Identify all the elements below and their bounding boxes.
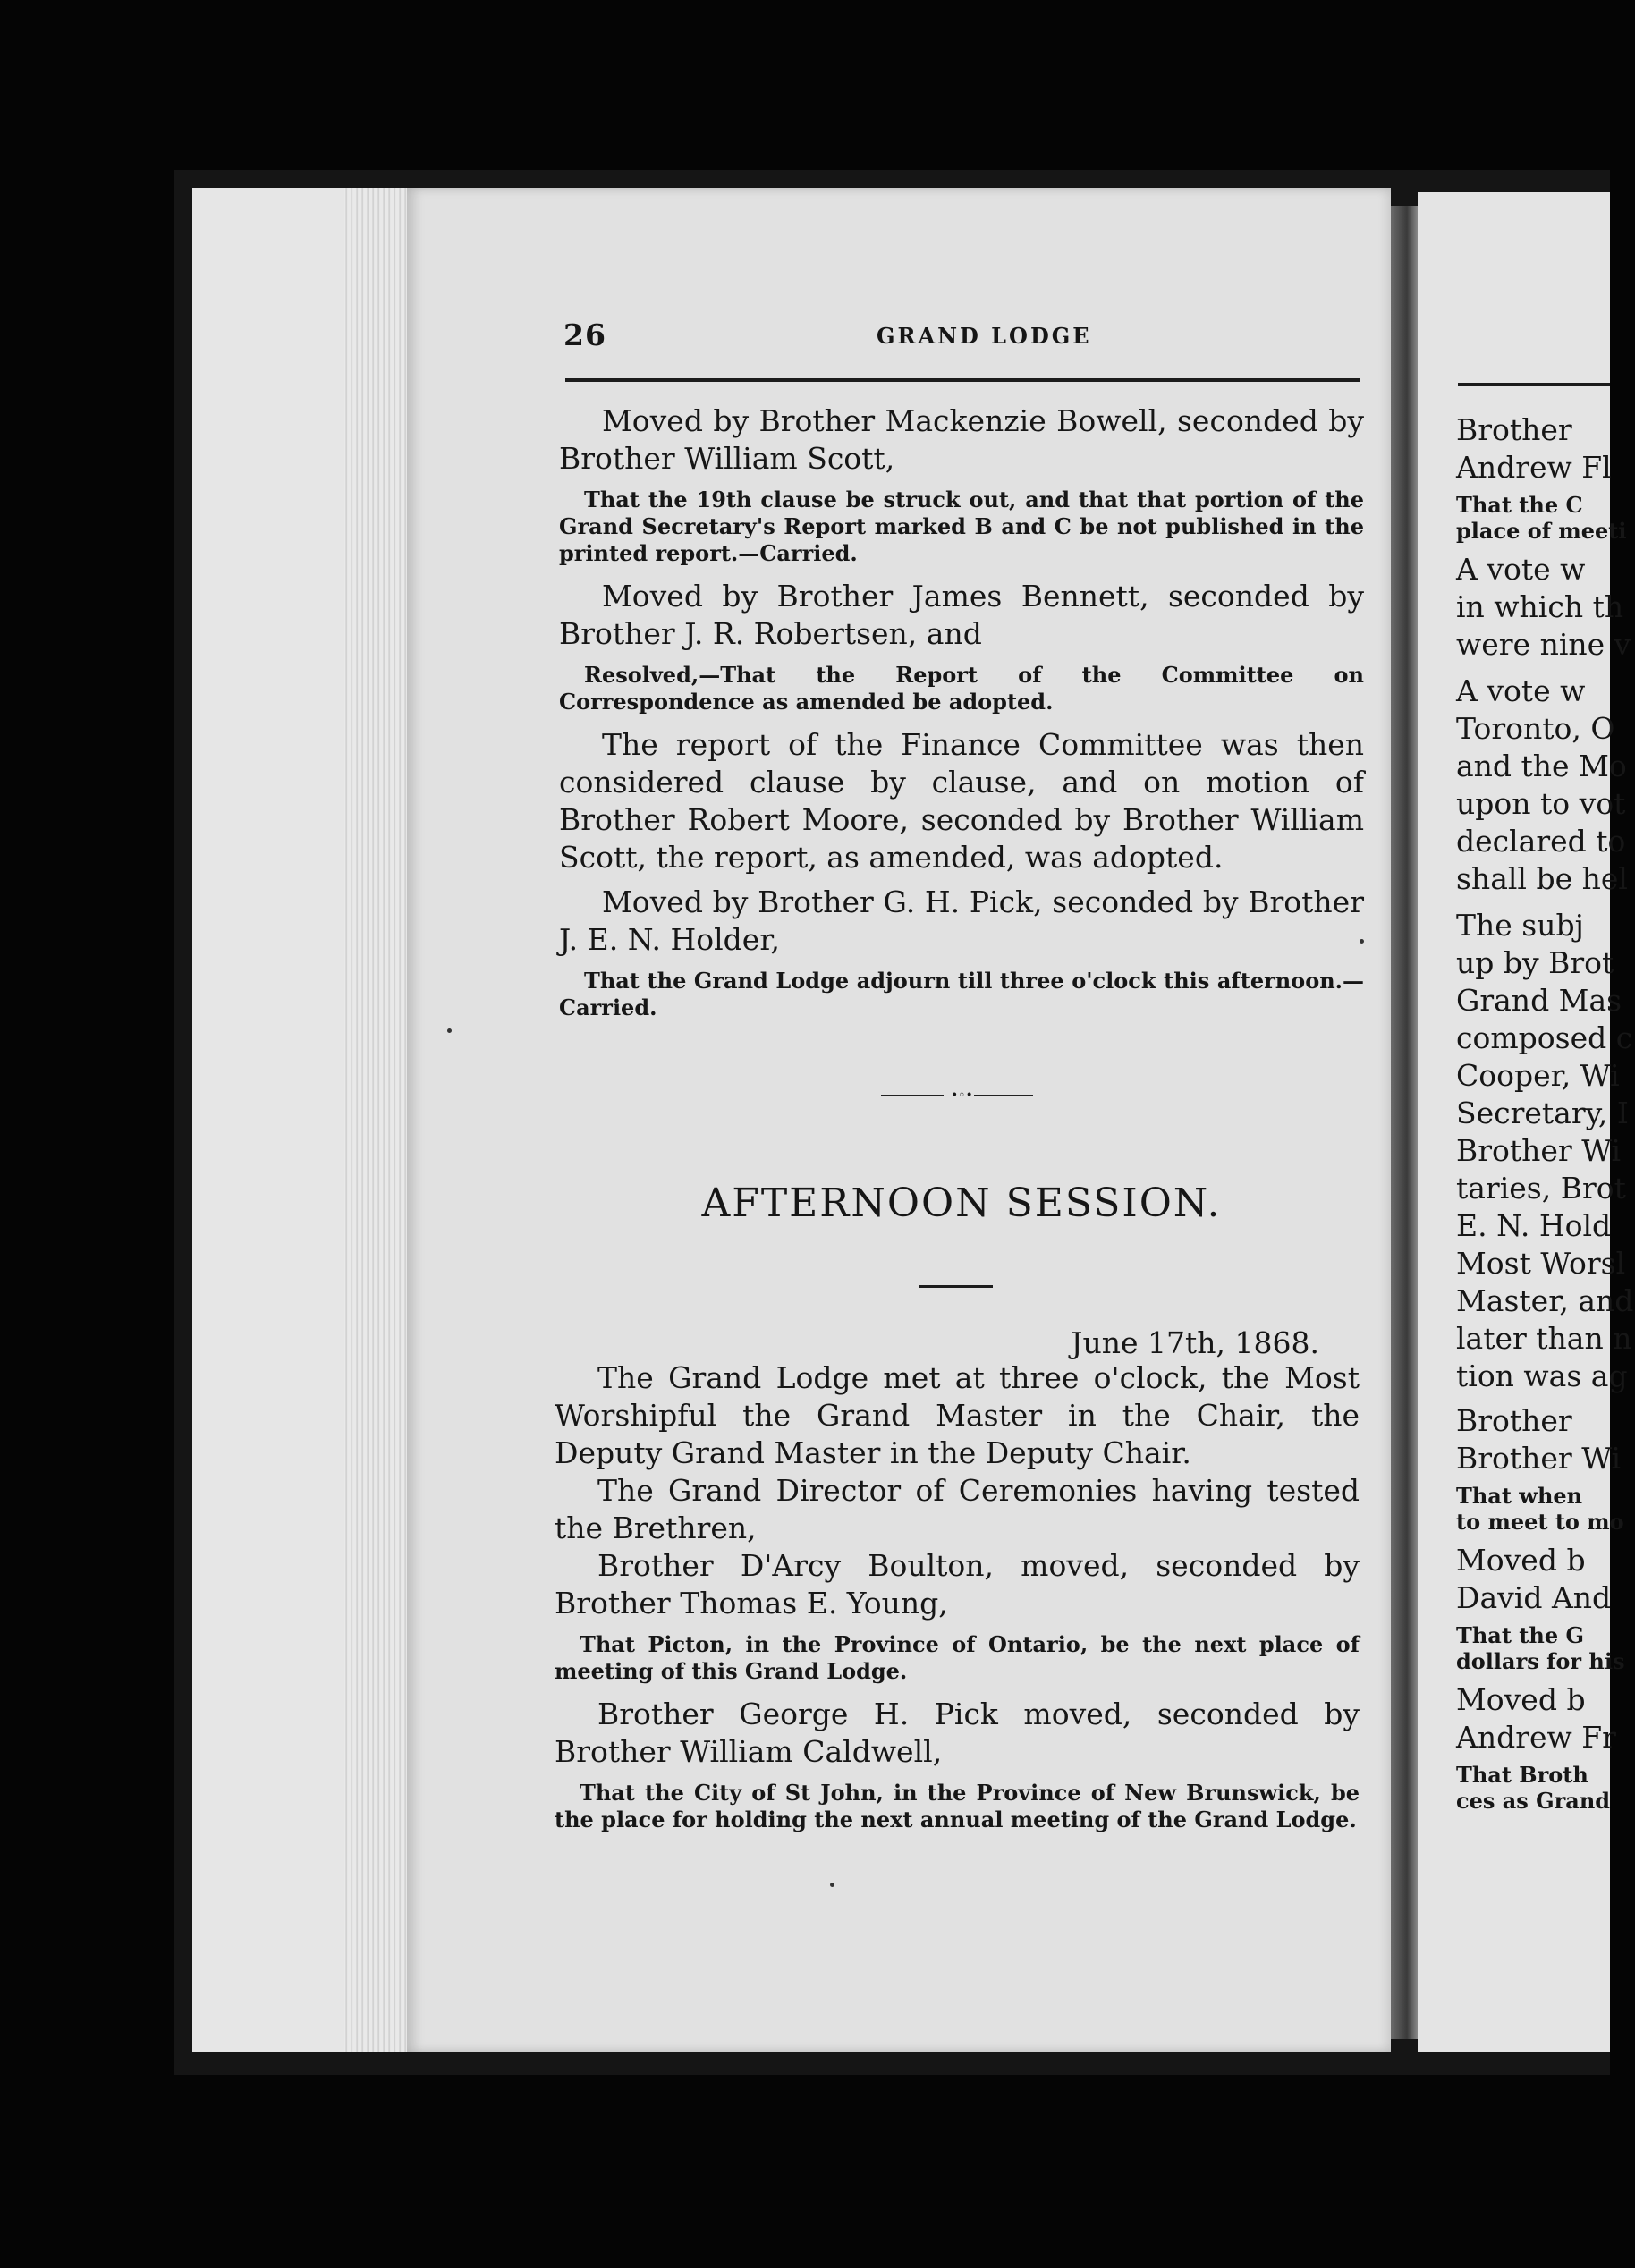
print-speck: [447, 1028, 452, 1033]
resolution-19th-clause: That the 19th clause be struck out, and that that portion of the Grand Secretary's Report marked B and C be not published in the printed report.—Carried.: [559, 487, 1364, 566]
section-ornament: •◦•: [881, 1091, 1033, 1100]
print-speck: [1360, 939, 1364, 944]
facing-group-f: [1456, 1542, 1635, 1617]
facing-line: composed c: [1456, 1020, 1633, 1055]
facing-group-c: [1456, 673, 1635, 898]
facing-line: taries, Brot: [1456, 1171, 1626, 1206]
facing-line: Brother: [1456, 412, 1572, 447]
facing-line: Toronto, O: [1456, 711, 1615, 746]
book-gutter: [1391, 206, 1418, 2039]
facing-line: Moved b: [1456, 1543, 1586, 1578]
facing-line: Andrew Fr: [1456, 1720, 1616, 1755]
header-rule: [565, 378, 1360, 382]
motion-pick: Moved by Brother G. H. Pick, seconded by Brother J. E. N. Holder,: [559, 884, 1364, 957]
facing-small-g: [1456, 1762, 1635, 1814]
facing-line: Moved b: [1456, 1682, 1586, 1717]
facing-header-rule: [1458, 383, 1610, 386]
facing-line: tion was ag: [1456, 1358, 1628, 1393]
facing-line: and the Mo: [1456, 749, 1627, 783]
facing-line: were nine v: [1456, 627, 1631, 662]
resolution-st-john: That the City of St John, in the Province of New Brunswick, be the place for holding the next annual meeting of the Grand Lodge.: [555, 1780, 1360, 1832]
facing-small-line: That the C: [1456, 492, 1583, 518]
resolution-adjourn: That the Grand Lodge adjourn till three o'clock this afternoon.—Carried.: [559, 968, 1364, 1020]
facing-group-e: [1456, 1402, 1635, 1477]
facing-small-e: [1456, 1483, 1635, 1535]
motion-pick-caldwell: Brother George H. Pick moved, seconded by Brother William Caldwell,: [555, 1697, 1360, 1769]
facing-line: Master, and: [1456, 1283, 1634, 1318]
facing-line: Cooper, Wi: [1456, 1058, 1620, 1093]
facing-line: in which th: [1456, 589, 1624, 624]
facing-small-line: That when: [1456, 1483, 1583, 1509]
facing-small-line: to meet to mo: [1456, 1509, 1624, 1535]
facing-group-d: [1456, 907, 1635, 1395]
facing-line: shall be hel: [1456, 861, 1628, 896]
motion-boulton: Brother D'Arcy Boulton, moved, seconded by Brother Thomas E. Young,: [555, 1548, 1360, 1621]
facing-line: declared to: [1456, 824, 1626, 859]
facing-group-b: [1456, 551, 1635, 664]
facing-page-text: [1456, 411, 1635, 1821]
facing-small-a: [1456, 492, 1635, 544]
left-margin: [192, 188, 344, 2052]
facing-line: later than n: [1456, 1321, 1632, 1356]
resolution-correspondence: Resolved,—That the Report of the Committee on Correspondence as amended be adopted.: [559, 662, 1364, 715]
meeting-opened: The Grand Lodge met at three o'clock, the Most Worshipful the Grand Master in the Chair, the Deputy Grand Master in the Deputy Chair.: [555, 1360, 1360, 1470]
facing-small-line: That the G: [1456, 1622, 1584, 1648]
motion-bowell: Moved by Brother Mackenzie Bowell, seconded by Brother William Scott,: [559, 403, 1364, 476]
facing-small-line: That Broth: [1456, 1762, 1588, 1788]
page-number: 26: [563, 317, 606, 352]
facing-line: E. N. Hold: [1456, 1208, 1612, 1243]
facing-line: Grand Mas: [1456, 983, 1622, 1018]
title-rule: [919, 1285, 993, 1288]
facing-line: Brother: [1456, 1403, 1572, 1438]
print-speck: [830, 1883, 834, 1887]
facing-line: Andrew Fl: [1456, 450, 1612, 485]
facing-group-g: [1456, 1681, 1635, 1756]
running-head: [563, 317, 1333, 357]
facing-line: Brother Wi: [1456, 1133, 1622, 1168]
resolution-picton: That Picton, in the Province of Ontario, be the next place of meeting of this Grand Lodge.: [555, 1631, 1360, 1684]
morning-minutes: [559, 402, 1364, 1032]
facing-line: The subj: [1456, 908, 1584, 943]
facing-small-line: place of meeti: [1456, 518, 1627, 544]
facing-line: up by Brot: [1456, 945, 1614, 980]
facing-line: Secretary, I: [1456, 1096, 1629, 1130]
motion-bennett: Moved by Brother James Bennett, seconded by Brother J. R. Robertsen, and: [559, 579, 1364, 651]
facing-small-line: dollars for his: [1456, 1648, 1625, 1674]
facing-small-line: ces as Grand: [1456, 1788, 1611, 1814]
session-date: June 17th, 1868.: [1071, 1325, 1319, 1360]
facing-line: upon to vot: [1456, 786, 1626, 821]
running-title: GRAND LODGE: [877, 323, 1092, 349]
facing-line: A vote w: [1456, 552, 1586, 587]
facing-small-f: [1456, 1622, 1635, 1674]
facing-line: Brother Wi: [1456, 1441, 1622, 1476]
finance-report-paragraph: The report of the Finance Committee was then considered clause by clause, and on motion of Brother Robert Moore, seconded by Brother William Scott, the report, as amended, was adopted.: [559, 727, 1364, 875]
facing-line: Most Worsl: [1456, 1246, 1626, 1281]
facing-group-a: [1456, 411, 1635, 487]
brethren-tested: The Grand Director of Ceremonies having tested the Brethren,: [555, 1473, 1360, 1545]
session-title: AFTERNOON SESSION.: [701, 1181, 1222, 1226]
afternoon-minutes: [555, 1359, 1360, 1844]
facing-line: David And: [1456, 1580, 1612, 1615]
facing-line: A vote w: [1456, 673, 1586, 708]
